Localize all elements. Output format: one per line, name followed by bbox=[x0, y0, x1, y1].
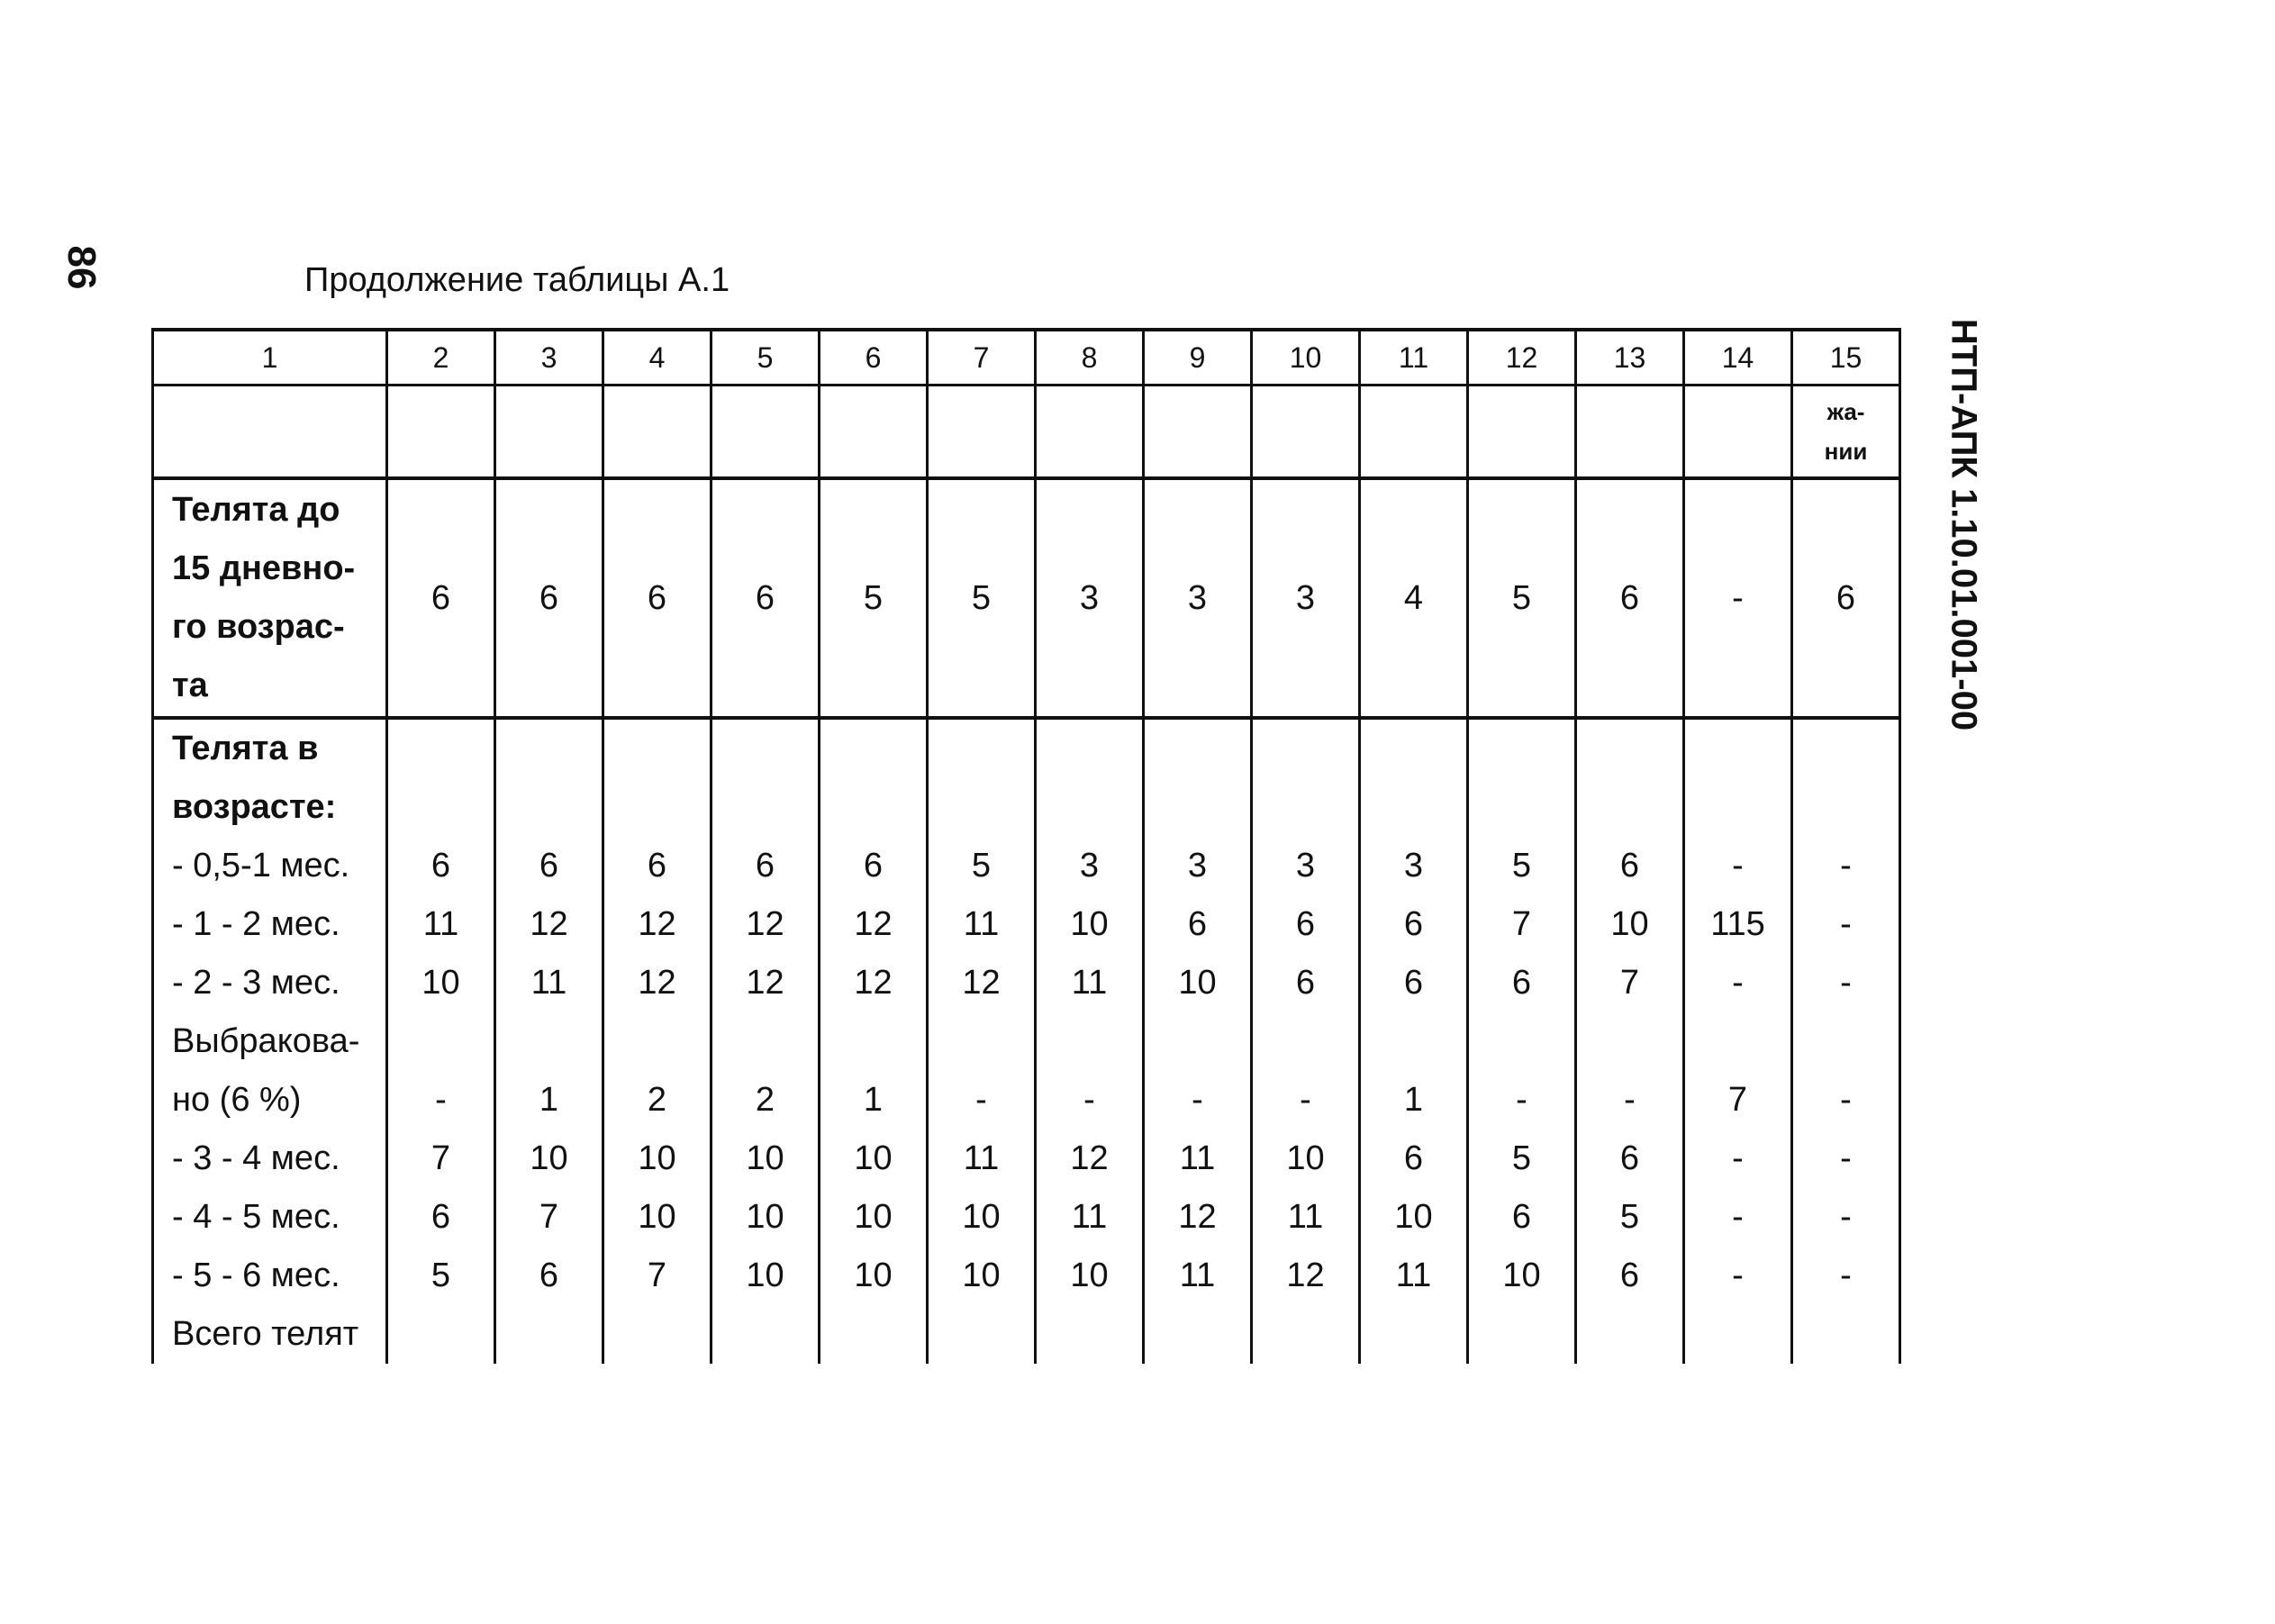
cell-value bbox=[495, 1012, 603, 1071]
cell-value bbox=[1252, 1012, 1360, 1071]
table-row bbox=[153, 1188, 1900, 1247]
cell-value: - bbox=[1684, 954, 1792, 1012]
cell-value: 7 bbox=[495, 1188, 603, 1247]
cell-value: 1 bbox=[820, 1071, 928, 1130]
cell-value bbox=[1144, 718, 1252, 778]
cell-value: - bbox=[1684, 1188, 1792, 1247]
cell-value: 6 bbox=[820, 837, 928, 895]
cell-value bbox=[1684, 1305, 1792, 1364]
cell-value bbox=[495, 778, 603, 837]
cell-value bbox=[1792, 1305, 1900, 1364]
column-number-11: 11 bbox=[1360, 330, 1468, 386]
column-number-15: 15 bbox=[1792, 330, 1900, 386]
subheader-cell bbox=[1576, 386, 1684, 479]
table-row bbox=[153, 837, 1900, 895]
cell-value: - bbox=[1792, 1188, 1900, 1247]
row-label bbox=[153, 478, 387, 718]
cell-value: 4 bbox=[1360, 478, 1468, 718]
cell-value bbox=[928, 1012, 1036, 1071]
cell-value: 2 bbox=[603, 1071, 712, 1130]
row-label: Выбракова- bbox=[153, 1012, 387, 1071]
row-label: - 3 - 4 мес. bbox=[153, 1130, 387, 1188]
cell-value: 12 bbox=[495, 895, 603, 954]
row-label: Всего телят bbox=[153, 1305, 387, 1364]
table-row bbox=[153, 1012, 1900, 1071]
cell-value: - bbox=[1684, 1247, 1792, 1305]
cell-value bbox=[712, 1305, 820, 1364]
cell-value bbox=[928, 718, 1036, 778]
cell-value: 6 bbox=[1576, 837, 1684, 895]
table-row bbox=[153, 895, 1900, 954]
column-number-8: 8 bbox=[1036, 330, 1144, 386]
subheader-cell bbox=[712, 386, 820, 479]
cell-value: 6 bbox=[603, 478, 712, 718]
cell-value bbox=[1144, 1305, 1252, 1364]
cell-value: - bbox=[1684, 1130, 1792, 1188]
cell-value: 11 bbox=[387, 895, 495, 954]
row-label: но (6 %) bbox=[153, 1071, 387, 1130]
cell-value bbox=[387, 1012, 495, 1071]
cell-value: 10 bbox=[712, 1247, 820, 1305]
cell-value: 7 bbox=[387, 1130, 495, 1188]
cell-value: 5 bbox=[928, 837, 1036, 895]
cell-value: 6 bbox=[1252, 895, 1360, 954]
row-label-line: 15 дневно- bbox=[172, 549, 356, 587]
cell-value: - bbox=[1792, 1247, 1900, 1305]
cell-value bbox=[928, 1305, 1036, 1364]
cell-value bbox=[387, 718, 495, 778]
column-number-row bbox=[153, 330, 1900, 386]
cell-value: 1 bbox=[495, 1071, 603, 1130]
row-age-group-heading bbox=[153, 778, 1900, 837]
cell-value bbox=[1576, 718, 1684, 778]
cell-value: 7 bbox=[1684, 1071, 1792, 1130]
cell-value: 11 bbox=[1036, 954, 1144, 1012]
cell-value: 115 bbox=[1684, 895, 1792, 954]
table-row bbox=[153, 1071, 1900, 1130]
cell-value: 10 bbox=[712, 1130, 820, 1188]
cell-value: 6 bbox=[1468, 1188, 1576, 1247]
cell-value: 5 bbox=[387, 1247, 495, 1305]
cell-value bbox=[712, 1012, 820, 1071]
cell-value: 12 bbox=[1144, 1188, 1252, 1247]
cell-value: 10 bbox=[928, 1247, 1036, 1305]
cell-value: 6 bbox=[712, 837, 820, 895]
cell-value: 10 bbox=[495, 1130, 603, 1188]
cell-value: 12 bbox=[712, 954, 820, 1012]
column-number-1: 1 bbox=[153, 330, 387, 386]
cell-value bbox=[1792, 718, 1900, 778]
cell-value: 12 bbox=[712, 895, 820, 954]
cell-value bbox=[1360, 778, 1468, 837]
cell-value: 10 bbox=[712, 1188, 820, 1247]
cell-value: 10 bbox=[1036, 895, 1144, 954]
column-number-12: 12 bbox=[1468, 330, 1576, 386]
cell-value: 6 bbox=[495, 837, 603, 895]
cell-value: 11 bbox=[928, 895, 1036, 954]
subheader-cell bbox=[1468, 386, 1576, 479]
cell-value bbox=[1252, 718, 1360, 778]
row-label-line: Телята до bbox=[172, 491, 340, 529]
cell-value: 6 bbox=[495, 1247, 603, 1305]
cell-value bbox=[603, 1012, 712, 1071]
cell-value bbox=[1468, 718, 1576, 778]
cell-value bbox=[603, 718, 712, 778]
cell-value: 12 bbox=[1252, 1247, 1360, 1305]
cell-value bbox=[1792, 1012, 1900, 1071]
cell-value bbox=[1576, 1012, 1684, 1071]
document-code: НТП-АПК 1.10.01.001-00 bbox=[1944, 318, 1984, 731]
subheader-cell-col15 bbox=[1792, 386, 1900, 479]
table-row bbox=[153, 954, 1900, 1012]
subheader-cell bbox=[928, 386, 1036, 479]
cell-value: 6 bbox=[1360, 895, 1468, 954]
cell-value: 7 bbox=[603, 1247, 712, 1305]
cell-value: 11 bbox=[928, 1130, 1036, 1188]
cell-value: - bbox=[1792, 1071, 1900, 1130]
subheader-cell bbox=[603, 386, 712, 479]
cell-value: 12 bbox=[603, 895, 712, 954]
cell-value: 6 bbox=[1252, 954, 1360, 1012]
subheader-cell bbox=[1144, 386, 1252, 479]
cell-value: 12 bbox=[928, 954, 1036, 1012]
cell-value bbox=[1036, 1305, 1144, 1364]
subheader-row bbox=[153, 386, 1900, 479]
cell-value: 6 bbox=[1360, 1130, 1468, 1188]
row-label-line: та bbox=[172, 667, 208, 704]
cell-value: 11 bbox=[1252, 1188, 1360, 1247]
cell-value: 10 bbox=[820, 1130, 928, 1188]
column-number-4: 4 bbox=[603, 330, 712, 386]
cell-value: - bbox=[1792, 895, 1900, 954]
cell-value: 3 bbox=[1144, 478, 1252, 718]
cell-value bbox=[1468, 1305, 1576, 1364]
cell-value: 6 bbox=[1144, 895, 1252, 954]
cell-value: 11 bbox=[1144, 1130, 1252, 1188]
cell-value bbox=[712, 778, 820, 837]
cell-value: 5 bbox=[1576, 1188, 1684, 1247]
cell-value: 7 bbox=[1468, 895, 1576, 954]
cell-value: 6 bbox=[495, 478, 603, 718]
cell-value: 10 bbox=[1360, 1188, 1468, 1247]
cell-value: 10 bbox=[1144, 954, 1252, 1012]
cell-value: - bbox=[1684, 837, 1792, 895]
cell-value: 10 bbox=[603, 1188, 712, 1247]
cell-value: 11 bbox=[495, 954, 603, 1012]
cell-value: 11 bbox=[1144, 1247, 1252, 1305]
row-label: возрасте: bbox=[153, 778, 387, 837]
cell-value bbox=[387, 778, 495, 837]
row-label: - 1 - 2 мес. bbox=[153, 895, 387, 954]
cell-value bbox=[1036, 778, 1144, 837]
cell-value: 12 bbox=[820, 954, 928, 1012]
cell-value bbox=[1360, 1305, 1468, 1364]
subheader-cell bbox=[153, 386, 387, 479]
cell-value: 12 bbox=[603, 954, 712, 1012]
cell-value: 10 bbox=[1036, 1247, 1144, 1305]
cell-value: 5 bbox=[928, 478, 1036, 718]
cell-value: 10 bbox=[603, 1130, 712, 1188]
cell-value bbox=[1252, 778, 1360, 837]
cell-value bbox=[1252, 1305, 1360, 1364]
cell-value: - bbox=[1144, 1071, 1252, 1130]
cell-value: 5 bbox=[1468, 1130, 1576, 1188]
cell-value: - bbox=[1792, 837, 1900, 895]
cell-value: - bbox=[1468, 1071, 1576, 1130]
cell-value bbox=[495, 1305, 603, 1364]
cell-value bbox=[1576, 1305, 1684, 1364]
cell-value: 6 bbox=[1360, 954, 1468, 1012]
cell-value bbox=[820, 778, 928, 837]
subheader-cell bbox=[820, 386, 928, 479]
row-label: - 5 - 6 мес. bbox=[153, 1247, 387, 1305]
cell-value bbox=[820, 718, 928, 778]
subheader-cell bbox=[1684, 386, 1792, 479]
column-number-5: 5 bbox=[712, 330, 820, 386]
cell-value bbox=[1684, 718, 1792, 778]
row-label: Телята в bbox=[153, 718, 387, 778]
cell-value: 6 bbox=[603, 837, 712, 895]
cell-value: 5 bbox=[1468, 837, 1576, 895]
subheader-cell bbox=[495, 386, 603, 479]
cell-value: - bbox=[387, 1071, 495, 1130]
cell-value bbox=[1576, 778, 1684, 837]
row-label: - 2 - 3 мес. bbox=[153, 954, 387, 1012]
cell-value: - bbox=[1792, 1130, 1900, 1188]
page-number: 86 bbox=[59, 245, 104, 290]
cell-value: 6 bbox=[387, 1188, 495, 1247]
cell-value bbox=[1468, 778, 1576, 837]
cell-value: 10 bbox=[820, 1188, 928, 1247]
cell-value: 3 bbox=[1252, 478, 1360, 718]
cell-value: - bbox=[1252, 1071, 1360, 1130]
cell-value bbox=[928, 778, 1036, 837]
data-table bbox=[151, 328, 1901, 1364]
row-calves-15-days bbox=[153, 478, 1900, 718]
cell-value: 11 bbox=[1036, 1188, 1144, 1247]
cell-value bbox=[1468, 1012, 1576, 1071]
row-label-line: го возрас- bbox=[172, 608, 345, 646]
subheader-cell bbox=[1036, 386, 1144, 479]
subheader-text: нии bbox=[1824, 438, 1868, 465]
cell-value bbox=[820, 1012, 928, 1071]
cell-value bbox=[387, 1305, 495, 1364]
cell-value: - bbox=[1684, 478, 1792, 718]
cell-value bbox=[1036, 1012, 1144, 1071]
cell-value: - bbox=[928, 1071, 1036, 1130]
cell-value bbox=[1684, 1012, 1792, 1071]
cell-value bbox=[1144, 778, 1252, 837]
cell-value: - bbox=[1792, 954, 1900, 1012]
cell-value bbox=[1360, 1012, 1468, 1071]
cell-value: 10 bbox=[928, 1188, 1036, 1247]
cell-value bbox=[1684, 778, 1792, 837]
cell-value: 6 bbox=[1792, 478, 1900, 718]
table-row bbox=[153, 1247, 1900, 1305]
table-row bbox=[153, 1305, 1900, 1364]
subheader-cell bbox=[1252, 386, 1360, 479]
cell-value: 10 bbox=[1468, 1247, 1576, 1305]
cell-value: 5 bbox=[1468, 478, 1576, 718]
column-number-7: 7 bbox=[928, 330, 1036, 386]
column-number-2: 2 bbox=[387, 330, 495, 386]
cell-value: 10 bbox=[820, 1247, 928, 1305]
row-age-group-heading bbox=[153, 718, 1900, 778]
column-number-13: 13 bbox=[1576, 330, 1684, 386]
subheader-text: жа- bbox=[1826, 397, 1865, 425]
cell-value: 2 bbox=[712, 1071, 820, 1130]
cell-value: 3 bbox=[1144, 837, 1252, 895]
table-row bbox=[153, 1130, 1900, 1188]
column-number-9: 9 bbox=[1144, 330, 1252, 386]
cell-value bbox=[603, 778, 712, 837]
column-number-10: 10 bbox=[1252, 330, 1360, 386]
cell-value bbox=[712, 718, 820, 778]
cell-value: 12 bbox=[1036, 1130, 1144, 1188]
column-number-3: 3 bbox=[495, 330, 603, 386]
cell-value: - bbox=[1576, 1071, 1684, 1130]
table-caption: Продолжение таблицы А.1 bbox=[304, 261, 730, 299]
cell-value: 6 bbox=[1576, 1247, 1684, 1305]
subheader-cell bbox=[1360, 386, 1468, 479]
cell-value bbox=[495, 718, 603, 778]
column-number-6: 6 bbox=[820, 330, 928, 386]
cell-value: 10 bbox=[1252, 1130, 1360, 1188]
cell-value: 6 bbox=[1468, 954, 1576, 1012]
cell-value: 10 bbox=[387, 954, 495, 1012]
cell-value bbox=[603, 1305, 712, 1364]
cell-value: 3 bbox=[1036, 478, 1144, 718]
cell-value bbox=[820, 1305, 928, 1364]
cell-value: 6 bbox=[712, 478, 820, 718]
cell-value: 11 bbox=[1360, 1247, 1468, 1305]
cell-value: 10 bbox=[1576, 895, 1684, 954]
row-label: - 0,5-1 мес. bbox=[153, 837, 387, 895]
cell-value: 3 bbox=[1036, 837, 1144, 895]
cell-value bbox=[1792, 778, 1900, 837]
subheader-cell bbox=[387, 386, 495, 479]
cell-value: 3 bbox=[1252, 837, 1360, 895]
cell-value: 6 bbox=[1576, 478, 1684, 718]
cell-value: 7 bbox=[1576, 954, 1684, 1012]
cell-value: 6 bbox=[387, 837, 495, 895]
cell-value bbox=[1360, 718, 1468, 778]
cell-value: 5 bbox=[820, 478, 928, 718]
cell-value: 6 bbox=[1576, 1130, 1684, 1188]
cell-value bbox=[1036, 718, 1144, 778]
cell-value: 3 bbox=[1360, 837, 1468, 895]
column-number-14: 14 bbox=[1684, 330, 1792, 386]
row-label: - 4 - 5 мес. bbox=[153, 1188, 387, 1247]
cell-value: 6 bbox=[387, 478, 495, 718]
cell-value bbox=[1144, 1012, 1252, 1071]
cell-value: - bbox=[1036, 1071, 1144, 1130]
cell-value: 1 bbox=[1360, 1071, 1468, 1130]
cell-value: 12 bbox=[820, 895, 928, 954]
